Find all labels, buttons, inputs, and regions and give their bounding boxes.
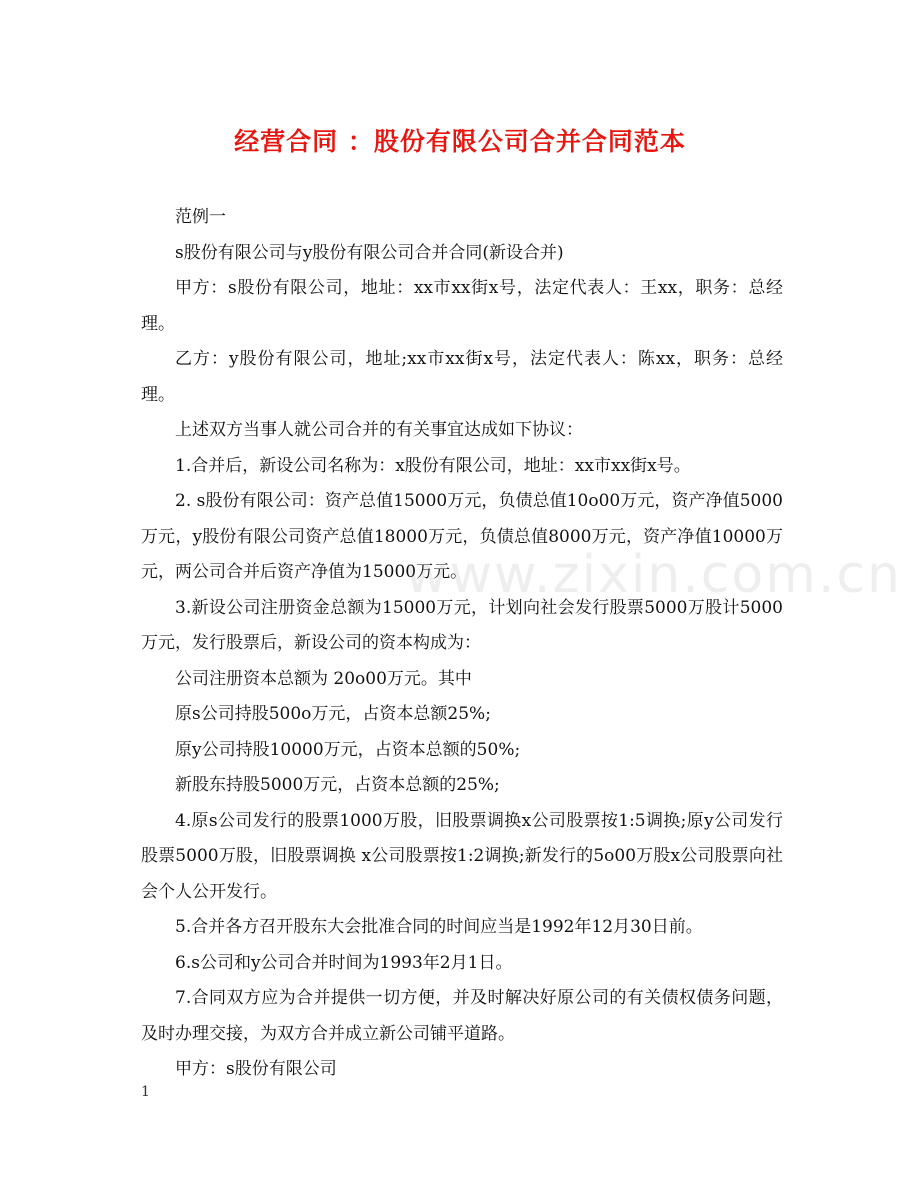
paragraph-clause-6: 6.s公司和y公司合并时间为1993年2月1日。 [175, 952, 513, 973]
paragraph-capital-new: 新股东持股5000万元，占资本总额的25%; [175, 775, 500, 795]
paragraph-contract-name: s股份有限公司与y股份有限公司合并合同(新设合并) [175, 242, 564, 263]
paragraph-clause-2: 2. s股份有限公司：资产总值15000万元，负债总值10o00万元，资产净值5000万元，y股份有限公司资产总值18000万元，负债总值8000万元，资产净值10000万元，两公司合并后资产净值为15000万元。 [141, 491, 783, 582]
paragraph-signature-party-a: 甲方：s股份有限公司 [175, 1059, 337, 1079]
paragraph-party-a: 甲方：s股份有限公司，地址：xx市xx街x号，法定代表人：王xx，职务：总经理。 [141, 278, 783, 334]
watermark: www.zixin.com.cn [405, 545, 902, 605]
paragraph-clause-1: 1.合并后，新设公司名称为：x股份有限公司，地址：xx市xx街x号。 [175, 455, 691, 476]
paragraph-clause-4: 4.原s公司发行的股票1000万股，旧股票调换x公司股票按1:5调换;原y公司发行股票5000万股，旧股票调换 x公司股票按1:2调换;新发行的5o00万股x公司股票向社会个人公开发行。 [141, 810, 783, 902]
paragraph-capital-y: 原y公司持股10000万元，占资本总额的50%; [175, 739, 521, 760]
document-body [141, 200, 783, 1088]
paragraph-clause-5: 5.合并各方召开股东大会批准合同的时间应当是1992年12月30日前。 [175, 917, 703, 937]
paragraph-clause-3: 3.新设公司注册资金总额为15000万元，计划向社会发行股票5000万股计5000万元，发行股票后，新设公司的资本构成为： [141, 597, 783, 653]
page-number: 1 [141, 1084, 150, 1100]
paragraph-party-b: 乙方：y股份有限公司，地址;xx市xx街x号，法定代表人：陈xx，职务：总经理。 [141, 349, 783, 405]
paragraph-example-label: 范例一 [175, 207, 226, 227]
paragraph-capital-s: 原s公司持股500o万元，占资本总额25%; [175, 704, 491, 724]
paragraph-agreement-intro: 上述双方当事人就公司合并的有关事宜达成如下协议： [175, 420, 583, 440]
paragraph-capital-total: 公司注册资本总额为 20o00万元。其中 [175, 668, 472, 689]
document-title: 经营合同 ：股份有限公司合并合同范本 [234, 127, 686, 156]
paragraph-clause-7: 7.合同双方应为合并提供一切方便，并及时解决好原公司的有关债权债务问题，及时办理交接，为双方合并成立新公司铺平道路。 [141, 988, 783, 1044]
